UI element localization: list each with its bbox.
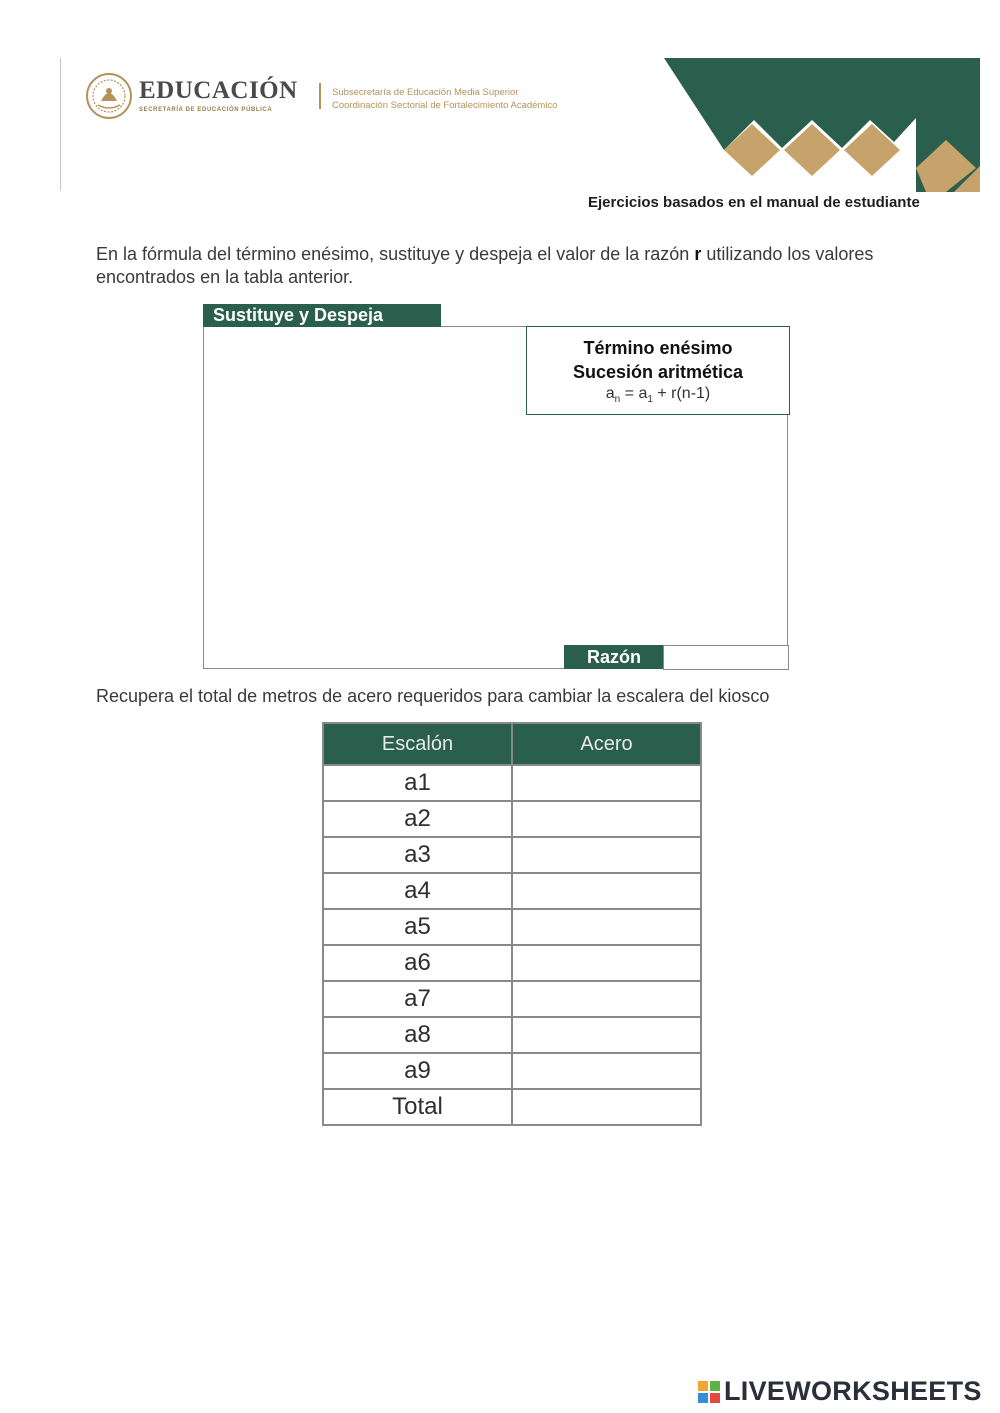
acero-cell[interactable] — [512, 945, 701, 981]
table-row — [323, 837, 701, 873]
brand-subtitle: SECRETARÍA DE EDUCACIÓN PÚBLICA — [139, 107, 273, 113]
acero-input[interactable] — [513, 1054, 700, 1088]
step-label: a1 — [323, 765, 512, 801]
step-label: a6 — [323, 945, 512, 981]
eq-a: a — [605, 385, 615, 402]
acero-cell[interactable] — [512, 1053, 701, 1089]
sustituye-tab: Sustituye y Despeja — [203, 304, 441, 327]
acero-input[interactable] — [513, 838, 700, 872]
institution-lines — [332, 86, 557, 112]
eq-sub-1: 1 — [647, 394, 653, 406]
step-label: a5 — [323, 909, 512, 945]
acero-cell[interactable] — [512, 801, 701, 837]
total-label: Total — [323, 1089, 512, 1125]
liveworksheets-logo-icon — [698, 1381, 720, 1403]
eq-equals: = — [620, 385, 639, 402]
table-row — [323, 1053, 701, 1089]
acero-input[interactable] — [513, 766, 700, 800]
step-label: a4 — [323, 873, 512, 909]
instructions-text — [96, 243, 966, 289]
acero-cell[interactable] — [512, 765, 701, 801]
table-row — [323, 909, 701, 945]
recupera-text: Recupera el total de metros de acero requeridos para cambiar la escalera del kiosco — [96, 686, 770, 706]
acero-input[interactable] — [513, 802, 700, 836]
brand-separator — [319, 83, 321, 109]
step-label: a7 — [323, 981, 512, 1017]
acero-input[interactable] — [513, 982, 700, 1016]
steel-table — [322, 722, 702, 1126]
acero-cell[interactable] — [512, 837, 701, 873]
table-row — [323, 765, 701, 801]
acero-cell[interactable] — [512, 873, 701, 909]
step-label: a3 — [323, 837, 512, 873]
table-row — [323, 945, 701, 981]
table-row — [323, 981, 701, 1017]
header-caption: Ejercicios basados en el manual de estudiante — [588, 194, 920, 211]
eq-rest: + r(n-1) — [652, 385, 711, 402]
subsecretaria-text: Subsecretaría de Educación Media Superior — [332, 87, 519, 98]
acero-cell[interactable] — [512, 981, 701, 1017]
total-cell[interactable] — [512, 1089, 701, 1125]
seal-icon — [86, 73, 132, 119]
table-row — [323, 1089, 701, 1125]
acero-input[interactable] — [513, 1018, 700, 1052]
acero-cell[interactable] — [512, 1017, 701, 1053]
eq-sub-n: n — [614, 394, 621, 406]
table-row — [323, 801, 701, 837]
eq-a1: a — [638, 385, 648, 402]
acero-input[interactable] — [513, 874, 700, 908]
header-escalon: Escalón — [323, 723, 512, 765]
acero-cell[interactable] — [512, 909, 701, 945]
razon-input[interactable] — [663, 645, 789, 670]
instructions-part-2: utilizando los valores encontrados en la tabla anterior. — [96, 244, 874, 287]
razon-label: Razón — [564, 645, 664, 669]
total-input[interactable] — [513, 1090, 700, 1124]
header-divider-line — [60, 58, 61, 191]
acero-input[interactable] — [513, 946, 700, 980]
formula-equation — [527, 384, 789, 410]
acero-input[interactable] — [513, 910, 700, 944]
liveworksheets-logo-text: LIVEWORKSHEETS — [724, 1376, 982, 1406]
formula-title-1: Término enésimo — [583, 338, 733, 358]
step-label: a8 — [323, 1017, 512, 1053]
brand-title: EDUCACIÓN — [139, 77, 298, 104]
formula-box — [526, 326, 790, 415]
table-row — [323, 1017, 701, 1053]
decorative-diamonds-graphic — [664, 58, 980, 192]
header-acero: Acero — [512, 723, 701, 765]
coordinacion-text: Coordinación Sectorial de Fortalecimiento Académico — [332, 100, 558, 111]
table-row — [323, 873, 701, 909]
formula-title-2: Sucesión aritmética — [572, 362, 744, 382]
step-label: a9 — [323, 1053, 512, 1089]
instructions-variable-r: r — [694, 244, 702, 264]
instructions-part-1: En la fórmula del término enésimo, sustituye y despeja el valor de la razón — [96, 244, 695, 264]
step-label: a2 — [323, 801, 512, 837]
